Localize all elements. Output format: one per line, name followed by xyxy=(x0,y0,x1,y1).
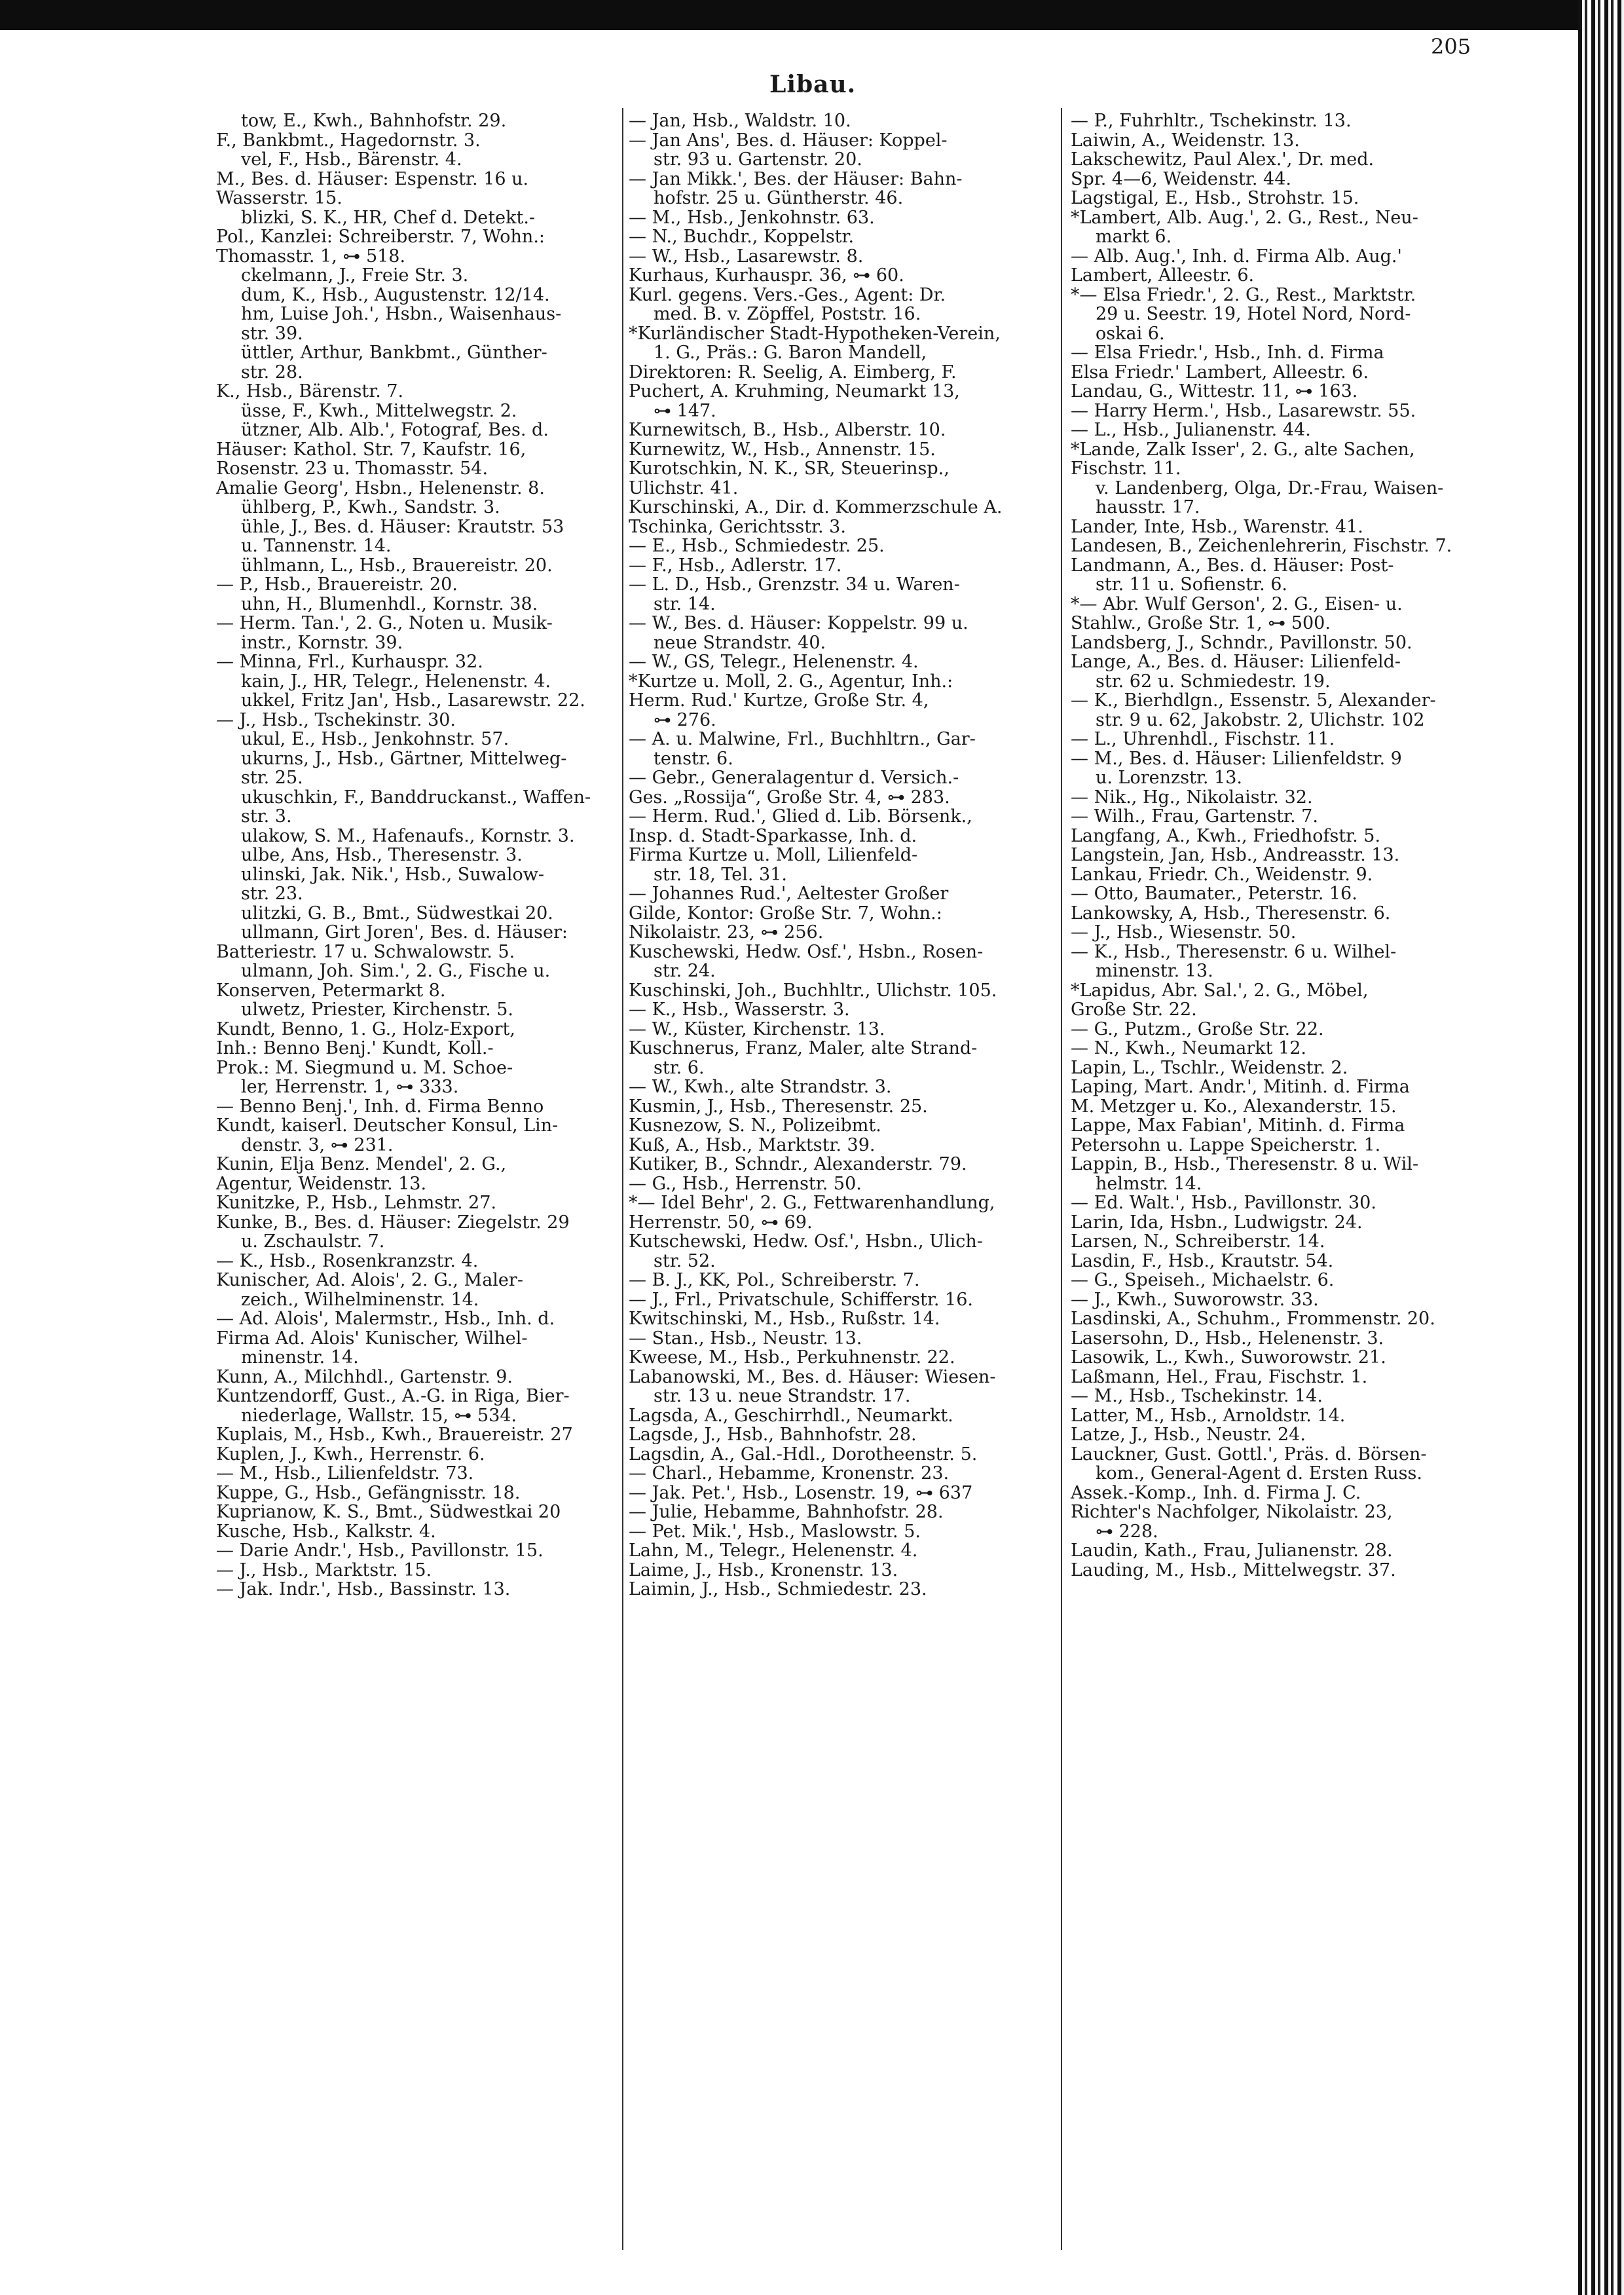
directory-entry-line: kain, J., HR, Telegr., Helenenstr. 4. xyxy=(241,671,551,692)
directory-entry-line: ullmann, Girt Joren', Bes. d. Häuser: xyxy=(241,922,568,942)
directory-entry-line: Kundt, kaiserl. Deutscher Konsul, Lin- xyxy=(216,1115,559,1136)
directory-entry-line: Wasserstr. 15. xyxy=(216,188,342,208)
directory-entry-line: v. Landenberg, Olga, Dr.-Frau, Waisen- xyxy=(1096,477,1444,498)
directory-entry-line: *— Abr. Wulf Gerson', 2. G., Eisen- u. xyxy=(1071,593,1403,614)
directory-entry-line: M. Metzger u. Ko., Alexanderstr. 15. xyxy=(1071,1096,1397,1117)
directory-entry-line: — P., Fuhrhltr., Tschekinstr. 13. xyxy=(1071,111,1352,131)
directory-entry-line: niederlage, Wallstr. 15, ⊶ 534. xyxy=(241,1405,517,1426)
directory-entry-line: Lappe, Max Fabian', Mitinh. d. Firma xyxy=(1071,1115,1405,1136)
directory-entry-line: vel, F., Hsb., Bärenstr. 4. xyxy=(241,149,462,170)
directory-entry-line: — Otto, Baumater., Peterstr. 16. xyxy=(1071,884,1357,904)
directory-entry-line: Larsen, N., Schreiberstr. 14. xyxy=(1071,1231,1325,1252)
directory-entry-line: Lappin, B., Hsb., Theresenstr. 8 u. Wil- xyxy=(1071,1154,1419,1174)
directory-entry-line: Kusnezow, S. N., Polizeibmt. xyxy=(629,1115,881,1136)
directory-entry-line: K., Hsb., Bärenstr. 7. xyxy=(216,381,404,401)
directory-entry-line: Assek.-Komp., Inh. d. Firma J. C. xyxy=(1071,1482,1361,1503)
directory-entry-line: Kunke, B., Bes. d. Häuser: Ziegelstr. 29 xyxy=(216,1212,570,1233)
directory-entry-line: Lagstigal, E., Hsb., Strohstr. 15. xyxy=(1071,188,1359,208)
directory-entry-line: Landsberg, J., Schndr., Pavillonstr. 50. xyxy=(1071,632,1412,653)
directory-entry-line: u. Lorenzstr. 13. xyxy=(1096,768,1242,788)
directory-entry-line: Lasersohn, D., Hsb., Helenenstr. 3. xyxy=(1071,1328,1384,1349)
directory-entry-line: — E., Hsb., Schmiedestr. 25. xyxy=(629,536,885,556)
directory-entry-line: Rosenstr. 23 u. Thomasstr. 54. xyxy=(216,458,489,479)
directory-entry-line: str. 3. xyxy=(241,806,292,827)
directory-entry-line: Batteriestr. 17 u. Schwalowstr. 5. xyxy=(216,941,515,962)
directory-entry-line: ⊶ 276. xyxy=(654,709,716,730)
directory-entry-line: Nikolaistr. 23, ⊶ 256. xyxy=(629,922,824,942)
directory-entry-line: — Alb. Aug.', Inh. d. Firma Alb. Aug.' xyxy=(1071,246,1402,267)
directory-entry-line: — Pet. Mik.', Hsb., Maslowstr. 5. xyxy=(629,1521,921,1542)
directory-entry-line: — Benno Benj.', Inh. d. Firma Benno xyxy=(216,1096,544,1117)
directory-entry-line: Kusmin, J., Hsb., Theresenstr. 25. xyxy=(629,1096,928,1117)
directory-entry-line: *Kurländischer Stadt-Hypotheken-Verein, xyxy=(629,323,1001,344)
directory-entry-line: — M., Hsb., Jenkohnstr. 63. xyxy=(629,207,875,228)
directory-entry-line: Fischstr. 11. xyxy=(1071,458,1181,479)
directory-entry-line: 1. G., Präs.: G. Baron Mandell, xyxy=(654,343,927,363)
directory-entry-line: — K., Hsb., Rosenkranzstr. 4. xyxy=(216,1250,479,1271)
directory-entry-line: blizki, S. K., HR, Chef d. Detekt.- xyxy=(241,207,536,228)
directory-entry-line: Laimin, J., Hsb., Schmiedestr. 23. xyxy=(629,1579,927,1599)
page-title: Libau. xyxy=(769,71,857,98)
directory-entry-line: — K., Bierhdlgn., Essenstr. 5, Alexander- xyxy=(1071,690,1436,711)
directory-entry-line: — F., Hsb., Adlerstr. 17. xyxy=(629,555,842,576)
directory-entry-line: Häuser: Kathol. Str. 7, Kaufstr. 16, xyxy=(216,439,526,460)
directory-entry-line: — N., Buchdr., Koppelstr. xyxy=(629,227,855,247)
directory-entry-line: Kurl. gegens. Vers.-Ges., Agent: Dr. xyxy=(629,284,946,305)
directory-entry-line: — B. J., KK, Pol., Schreiberstr. 7. xyxy=(629,1270,920,1290)
directory-entry-line: Kuschnerus, Franz, Maler, alte Strand- xyxy=(629,1038,978,1058)
directory-entry-line: Kurnewitz, W., Hsb., Annenstr. 15. xyxy=(629,439,936,460)
directory-entry-line: Kunn, A., Milchhdl., Gartenstr. 9. xyxy=(216,1366,513,1387)
directory-entry-line: Kutiker, B., Schndr., Alexanderstr. 79. xyxy=(629,1154,967,1174)
directory-entry-line: ulwetz, Priester, Kirchenstr. 5. xyxy=(241,999,513,1020)
directory-entry-line: ⊶ 228. xyxy=(1096,1521,1158,1542)
directory-entry-line: Pol., Kanzlei: Schreiberstr. 7, Wohn.: xyxy=(216,227,545,247)
directory-entry-line: Ges. „Rossija“, Große Str. 4, ⊶ 283. xyxy=(629,787,950,808)
directory-entry-line: — Ad. Alois', Malermstr., Hsb., Inh. d. xyxy=(216,1309,555,1329)
directory-entry-line: denstr. 3, ⊶ 231. xyxy=(241,1134,394,1155)
directory-entry-line: Elsa Friedr.' Lambert, Alleestr. 6. xyxy=(1071,362,1369,382)
directory-entry-line: Lange, A., Bes. d. Häuser: Lilienfeld- xyxy=(1071,652,1401,672)
directory-entry-line: Herrenstr. 50, ⊶ 69. xyxy=(629,1212,813,1233)
directory-entry-line: Lagsdin, A., Gal.-Hdl., Dorotheenstr. 5. xyxy=(629,1444,978,1465)
directory-entry-line: instr., Kornstr. 39. xyxy=(241,632,403,653)
directory-entry-line: — J., Kwh., Suworowstr. 33. xyxy=(1071,1289,1319,1310)
directory-entry-line: Kuplen, J., Kwh., Herrenstr. 6. xyxy=(216,1444,485,1465)
directory-entry-line: — G., Speiseh., Michaelstr. 6. xyxy=(1071,1270,1335,1290)
directory-entry-line: Thomasstr. 1, ⊶ 518. xyxy=(216,246,406,267)
directory-entry-line: — M., Bes. d. Häuser: Lilienfeldstr. 9 xyxy=(1071,748,1402,769)
directory-entry-line: ukul, E., Hsb., Jenkohnstr. 57. xyxy=(241,729,509,749)
directory-entry-line: dum, K., Hsb., Augustenstr. 12/14. xyxy=(241,284,550,305)
directory-entry-line: *— Idel Behr', 2. G., Fettwarenhandlung, xyxy=(629,1193,995,1213)
directory-entry-line: — Herm. Rud.', Glied d. Lib. Börsenk., xyxy=(629,806,972,827)
directory-entry-line: — W., GS, Telegr., Helenenstr. 4. xyxy=(629,652,919,672)
column-divider xyxy=(622,108,623,2250)
directory-entry-line: — W., Kwh., alte Strandstr. 3. xyxy=(629,1077,892,1097)
directory-entry-line: u. Tannenstr. 14. xyxy=(241,536,392,556)
directory-entry-line: med. B. v. Zöpffel, Poststr. 16. xyxy=(654,304,921,324)
directory-entry-line: u. Zschaulstr. 7. xyxy=(241,1231,385,1252)
directory-entry-line: Stahlw., Große Str. 1, ⊶ 500. xyxy=(1071,613,1331,633)
directory-entry-line: zeich., Wilhelminenstr. 14. xyxy=(241,1289,479,1310)
directory-entry-line: Kutschewski, Hedw. Osf.', Hsbn., Ulich- xyxy=(629,1231,983,1252)
directory-entry-line: — P., Hsb., Brauereistr. 20. xyxy=(216,574,458,595)
directory-entry-line: Lankowsky, A, Hsb., Theresenstr. 6. xyxy=(1071,903,1391,924)
page-number: 205 xyxy=(1431,34,1471,59)
directory-entry-line: minenstr. 13. xyxy=(1096,961,1213,981)
directory-entry-line: — Jan, Hsb., Waldstr. 10. xyxy=(629,111,851,131)
directory-entry-line: Spr. 4—6, Weidenstr. 44. xyxy=(1071,168,1291,189)
directory-entry-line: Kuppe, G., Hsb., Gefängnisstr. 18. xyxy=(216,1482,521,1503)
directory-entry-line: Kurnewitsch, B., Hsb., Alberstr. 10. xyxy=(629,420,946,440)
directory-entry-line: Amalie Georg', Hsbn., Helenenstr. 8. xyxy=(216,477,545,498)
directory-entry-line: Lander, Inte, Hsb., Warenstr. 41. xyxy=(1071,516,1363,537)
directory-entry-line: *Lambert, Alb. Aug.', 2. G., Rest., Neu- xyxy=(1071,207,1418,228)
directory-entry-line: — J., Frl., Privatschule, Schifferstr. 16. xyxy=(629,1289,973,1310)
scan-top-gap xyxy=(216,30,1585,39)
directory-entry-line: ulinski, Jak. Nik.', Hsb., Suwalow- xyxy=(241,864,544,885)
directory-entry-line: Laudin, Kath., Frau, Julianenstr. 28. xyxy=(1071,1540,1393,1561)
directory-entry-line: Gilde, Kontor: Große Str. 7, Wohn.: xyxy=(629,903,942,924)
scan-top-border xyxy=(0,0,1624,30)
directory-entry-line: Direktoren: R. Seelig, A. Eimberg, F. xyxy=(629,362,957,382)
directory-entry-line: Kuschinski, Joh., Buchhltr., Ulichstr. 105. xyxy=(629,980,997,1001)
directory-entry-line: Laßmann, Hel., Frau, Fischstr. 1. xyxy=(1071,1366,1368,1387)
scan-right-edge xyxy=(1578,0,1624,2295)
directory-entry-line: — M., Hsb., Lilienfeldstr. 73. xyxy=(216,1463,474,1483)
directory-entry-line: Agentur, Weidenstr. 13. xyxy=(216,1173,427,1194)
directory-entry-line: — W., Hsb., Lasarewstr. 8. xyxy=(629,246,864,267)
directory-entry-line: — J., Hsb., Wiesenstr. 50. xyxy=(1071,922,1297,942)
directory-entry-line: — J., Hsb., Marktstr. 15. xyxy=(216,1559,432,1580)
directory-entry-line: ützner, Alb. Alb.', Fotograf, Bes. d. xyxy=(241,420,549,440)
directory-entry-line: Kuntzendorff, Gust., A.-G. in Riga, Bier- xyxy=(216,1386,570,1406)
directory-entry-line: Kurhaus, Kurhauspr. 36, ⊶ 60. xyxy=(629,265,904,286)
directory-entry-line: ulitzki, G. B., Bmt., Südwestkai 20. xyxy=(241,903,553,924)
directory-entry-line: tenstr. 6. xyxy=(654,748,733,769)
directory-column-2 xyxy=(629,111,1008,1599)
directory-entry-line: Kuprianow, K. S., Bmt., Südwestkai 20 xyxy=(216,1502,561,1522)
directory-entry-line: — Stan., Hsb., Neustr. 13. xyxy=(629,1328,862,1349)
directory-entry-line: Latter, M., Hsb., Arnoldstr. 14. xyxy=(1071,1405,1346,1426)
directory-entry-line: ukuschkin, F., Banddruckanst., Waffen- xyxy=(241,787,591,808)
directory-entry-line: Latze, J., Hsb., Neustr. 24. xyxy=(1071,1425,1306,1445)
directory-entry-line: hausstr. 17. xyxy=(1096,497,1200,517)
directory-entry-line: Kwitschinski, M., Hsb., Rußstr. 14. xyxy=(629,1309,940,1329)
directory-entry-line: hofstr. 25 u. Güntherstr. 46. xyxy=(654,188,904,208)
directory-entry-line: Konserven, Petermarkt 8. xyxy=(216,980,446,1001)
directory-entry-line: Lasdinski, A., Schuhm., Frommenstr. 20. xyxy=(1071,1309,1435,1329)
directory-entry-line: str. 24. xyxy=(654,961,716,981)
directory-entry-line: Kuplais, M., Hsb., Kwh., Brauereistr. 27 xyxy=(216,1425,573,1445)
directory-entry-line: kom., General-Agent d. Ersten Russ. xyxy=(1096,1463,1422,1483)
directory-entry-line: ckelmann, J., Freie Str. 3. xyxy=(241,265,469,286)
directory-entry-line: Larin, Ida, Hsbn., Ludwigstr. 24. xyxy=(1071,1212,1363,1233)
directory-entry-line: str. 14. xyxy=(654,593,716,614)
directory-entry-line: Kurschinski, A., Dir. d. Kommerzschule A. xyxy=(629,497,1003,517)
directory-entry-line: Prok.: M. Siegmund u. M. Schoe- xyxy=(216,1057,513,1078)
directory-entry-line: Kunitzke, P., Hsb., Lehmstr. 27. xyxy=(216,1193,497,1213)
directory-entry-line: Kusche, Hsb., Kalkstr. 4. xyxy=(216,1521,436,1542)
directory-entry-line: Firma Ad. Alois' Kunischer, Wilhel- xyxy=(216,1328,528,1349)
directory-entry-line: Landesen, B., Zeichenlehrerin, Fischstr. 7. xyxy=(1071,536,1452,556)
directory-entry-line: Laiwin, A., Weidenstr. 13. xyxy=(1071,130,1300,151)
directory-column-1 xyxy=(216,111,596,1599)
directory-entry-line: Lagsde, J., Hsb., Bahnhofstr. 28. xyxy=(629,1425,917,1445)
directory-entry-line: str. 9 u. 62, Jakobstr. 2, Ulichstr. 102 xyxy=(1096,709,1425,730)
directory-entry-line: *— Elsa Friedr.', 2. G., Rest., Marktstr. xyxy=(1071,284,1416,305)
directory-entry-line: — Julie, Hebamme, Bahnhofstr. 28. xyxy=(629,1502,944,1522)
directory-entry-line: üttler, Arthur, Bankbmt., Günther- xyxy=(241,343,547,363)
directory-entry-line: Lakschewitz, Paul Alex.', Dr. med. xyxy=(1071,149,1375,170)
directory-entry-line: str. 52. xyxy=(654,1250,716,1271)
directory-entry-line: — Nik., Hg., Nikolaistr. 32. xyxy=(1071,787,1313,808)
directory-entry-line: ulmann, Joh. Sim.', 2. G., Fische u. xyxy=(241,961,551,981)
directory-entry-line: — Ed. Walt.', Hsb., Pavillonstr. 30. xyxy=(1071,1193,1376,1213)
directory-entry-line: Lauding, M., Hsb., Mittelwegstr. 37. xyxy=(1071,1559,1396,1580)
directory-entry-line: str. 28. xyxy=(241,362,303,382)
directory-entry-line: 29 u. Seestr. 19, Hotel Nord, Nord- xyxy=(1096,304,1411,324)
directory-entry-line: Petersohn u. Lappe Speicherstr. 1. xyxy=(1071,1134,1381,1155)
directory-entry-line: — Jan Ans', Bes. d. Häuser: Koppel- xyxy=(629,130,948,151)
directory-entry-line: Inh.: Benno Benj.' Kundt, Koll.- xyxy=(216,1038,494,1058)
directory-entry-line: — Wilh., Frau, Gartenstr. 7. xyxy=(1071,806,1318,827)
directory-entry-line: Lahn, M., Telegr., Helenenstr. 4. xyxy=(629,1540,918,1561)
directory-entry-line: Große Str. 22. xyxy=(1071,999,1197,1020)
directory-entry-line: str. 23. xyxy=(241,884,303,904)
directory-entry-line: — G., Hsb., Herrenstr. 50. xyxy=(629,1173,862,1194)
directory-entry-line: Herm. Rud.' Kurtze, Große Str. 4, xyxy=(629,690,929,711)
directory-entry-line: Kundt, Benno, 1. G., Holz-Export, xyxy=(216,1018,515,1039)
directory-entry-line: str. 62 u. Schmiedestr. 19. xyxy=(1096,671,1331,692)
directory-entry-line: uhn, H., Blumenhdl., Kornstr. 38. xyxy=(241,593,538,614)
directory-entry-line: str. 11 u. Sofienstr. 6. xyxy=(1096,574,1288,595)
directory-entry-line: str. 93 u. Gartenstr. 20. xyxy=(654,149,862,170)
directory-entry-line: — Jak. Indr.', Hsb., Bassinstr. 13. xyxy=(216,1579,511,1599)
directory-entry-line: Langstein, Jan, Hsb., Andreasstr. 13. xyxy=(1071,845,1400,865)
page-margin-left xyxy=(0,0,196,2295)
directory-entry-line: Kweese, M., Hsb., Perkuhnenstr. 22. xyxy=(629,1347,955,1368)
directory-entry-line: markt 6. xyxy=(1096,227,1172,247)
directory-entry-line: üsse, F., Kwh., Mittelwegstr. 2. xyxy=(241,400,517,421)
directory-entry-line: ühlmann, L., Hsb., Brauereistr. 20. xyxy=(241,555,553,576)
column-divider xyxy=(1061,108,1062,2250)
directory-entry-line: — Elsa Friedr.', Hsb., Inh. d. Firma xyxy=(1071,343,1384,363)
directory-entry-line: — W., Küster, Kirchenstr. 13. xyxy=(629,1018,885,1039)
directory-entry-line: str. 18, Tel. 31. xyxy=(654,864,787,885)
directory-entry-line: Lagsda, A., Geschirrhdl., Neumarkt. xyxy=(629,1405,953,1426)
directory-entry-line: — Gebr., Generalagentur d. Versich.- xyxy=(629,768,959,788)
directory-entry-line: str. 39. xyxy=(241,323,303,344)
directory-entry-line: ühle, J., Bes. d. Häuser: Krautstr. 53 xyxy=(241,516,564,537)
directory-entry-line: str. 25. xyxy=(241,768,303,788)
directory-entry-line: Kuß, A., Hsb., Marktstr. 39. xyxy=(629,1134,876,1155)
directory-entry-line: *Lapidus, Abr. Sal.', 2. G., Möbel, xyxy=(1071,980,1369,1001)
directory-entry-line: — L. D., Hsb., Grenzstr. 34 u. Waren- xyxy=(629,574,960,595)
directory-entry-line: — Minna, Frl., Kurhauspr. 32. xyxy=(216,652,483,672)
directory-entry-line: Firma Kurtze u. Moll, Lilienfeld- xyxy=(629,845,918,865)
directory-entry-line: Lasdin, F., Hsb., Krautstr. 54. xyxy=(1071,1250,1334,1271)
directory-entry-line: Richter's Nachfolger, Nikolaistr. 23, xyxy=(1071,1502,1393,1522)
directory-entry-line: Lankau, Friedr. Ch., Weidenstr. 9. xyxy=(1071,864,1373,885)
directory-entry-line: tow, E., Kwh., Bahnhofstr. 29. xyxy=(241,111,507,131)
directory-entry-line: Kurotschkin, N. K., SR, Steuerinsp., xyxy=(629,458,950,479)
directory-entry-line: Laime, J., Hsb., Kronenstr. 13. xyxy=(629,1559,898,1580)
directory-entry-line: helmstr. 14. xyxy=(1096,1173,1202,1194)
directory-entry-line: — Darie Andr.', Hsb., Pavillonstr. 15. xyxy=(216,1540,544,1561)
directory-entry-line: ler, Herrenstr. 1, ⊶ 333. xyxy=(241,1077,459,1097)
directory-entry-line: ukurns, J., Hsb., Gärtner, Mittelweg- xyxy=(241,748,567,769)
directory-entry-line: *Lande, Zalk Isser', 2. G., alte Sachen, xyxy=(1071,439,1415,460)
directory-entry-line: Lasowik, L., Kwh., Suworowstr. 21. xyxy=(1071,1347,1386,1368)
directory-entry-line: — G., Putzm., Große Str. 22. xyxy=(1071,1018,1324,1039)
directory-entry-line: minenstr. 14. xyxy=(241,1347,359,1368)
directory-entry-line: ühlberg, P., Kwh., Sandstr. 3. xyxy=(241,497,500,517)
directory-entry-line: — Herm. Tan.', 2. G., Noten u. Musik- xyxy=(216,613,553,633)
directory-entry-line: Langfang, A., Kwh., Friedhofstr. 5. xyxy=(1071,825,1381,846)
directory-entry-line: ukkel, Fritz Jan', Hsb., Lasarewstr. 22. xyxy=(241,690,585,711)
directory-entry-line: — L., Uhrenhdl., Fischstr. 11. xyxy=(1071,729,1335,749)
directory-entry-line: — N., Kwh., Neumarkt 12. xyxy=(1071,1038,1306,1058)
directory-entry-line: Kunischer, Ad. Alois', 2. G., Maler- xyxy=(216,1270,523,1290)
directory-entry-line: — Johannes Rud.', Aeltester Großer xyxy=(629,884,949,904)
directory-entry-line: — K., Hsb., Wasserstr. 3. xyxy=(629,999,850,1020)
directory-entry-line: Kunin, Elja Benz. Mendel', 2. G., xyxy=(216,1154,507,1174)
directory-entry-line: — K., Hsb., Theresenstr. 6 u. Wilhel- xyxy=(1071,941,1397,962)
directory-entry-line: ulbe, Ans, Hsb., Theresenstr. 3. xyxy=(241,845,523,865)
directory-entry-line: Ulichstr. 41. xyxy=(629,477,739,498)
directory-entry-line: hm, Luise Joh.', Hsbn., Waisenhaus- xyxy=(241,304,562,324)
directory-entry-line: neue Strandstr. 40. xyxy=(654,632,826,653)
directory-entry-line: *Kurtze u. Moll, 2. G., Agentur, Inh.: xyxy=(629,671,953,692)
directory-entry-line: — W., Bes. d. Häuser: Koppelstr. 99 u. xyxy=(629,613,969,633)
directory-entry-line: — M., Hsb., Tschekinstr. 14. xyxy=(1071,1386,1323,1406)
directory-entry-line: — A. u. Malwine, Frl., Buchhltrn., Gar- xyxy=(629,729,976,749)
directory-entry-line: str. 13 u. neue Strandstr. 17. xyxy=(654,1386,911,1406)
directory-entry-line: Landau, G., Wittestr. 11, ⊶ 163. xyxy=(1071,381,1358,401)
directory-entry-line: — L., Hsb., Julianenstr. 44. xyxy=(1071,420,1311,440)
directory-entry-line: — Charl., Hebamme, Kronenstr. 23. xyxy=(629,1463,950,1483)
directory-entry-line: M., Bes. d. Häuser: Espenstr. 16 u. xyxy=(216,168,529,189)
directory-entry-line: — Harry Herm.', Hsb., Lasarewstr. 55. xyxy=(1071,400,1416,421)
directory-entry-line: Kuschewski, Hedw. Osf.', Hsbn., Rosen- xyxy=(629,941,984,962)
directory-entry-line: ⊶ 147. xyxy=(654,400,716,421)
directory-column-3 xyxy=(1071,111,1562,1580)
directory-entry-line: Laping, Mart. Andr.', Mitinh. d. Firma xyxy=(1071,1077,1410,1097)
directory-entry-line: Puchert, A. Kruhming, Neumarkt 13, xyxy=(629,381,960,401)
directory-entry-line: — Jak. Pet.', Hsb., Losenstr. 19, ⊶ 637 xyxy=(629,1482,973,1503)
directory-entry-line: — Jan Mikk.', Bes. der Häuser: Bahn- xyxy=(629,168,963,189)
directory-entry-line: Landmann, A., Bes. d. Häuser: Post- xyxy=(1071,555,1394,576)
directory-entry-line: Tschinka, Gerichtsstr. 3. xyxy=(629,516,846,537)
directory-entry-line: Lambert, Alleestr. 6. xyxy=(1071,265,1255,286)
directory-entry-line: Insp. d. Stadt-Sparkasse, Inh. d. xyxy=(629,825,917,846)
directory-entry-line: Lapin, L., Tschlr., Weidenstr. 2. xyxy=(1071,1057,1348,1078)
directory-entry-line: Lauckner, Gust. Gottl.', Präs. d. Börsen- xyxy=(1071,1444,1427,1465)
directory-entry-line: Labanowski, M., Bes. d. Häuser: Wiesen- xyxy=(629,1366,996,1387)
directory-entry-line: F., Bankbmt., Hagedornstr. 3. xyxy=(216,130,481,151)
directory-entry-line: str. 6. xyxy=(654,1057,705,1078)
directory-entry-line: oskai 6. xyxy=(1096,323,1165,344)
directory-entry-line: ulakow, S. M., Hafenaufs., Kornstr. 3. xyxy=(241,825,575,846)
directory-entry-line: — J., Hsb., Tschekinstr. 30. xyxy=(216,709,456,730)
